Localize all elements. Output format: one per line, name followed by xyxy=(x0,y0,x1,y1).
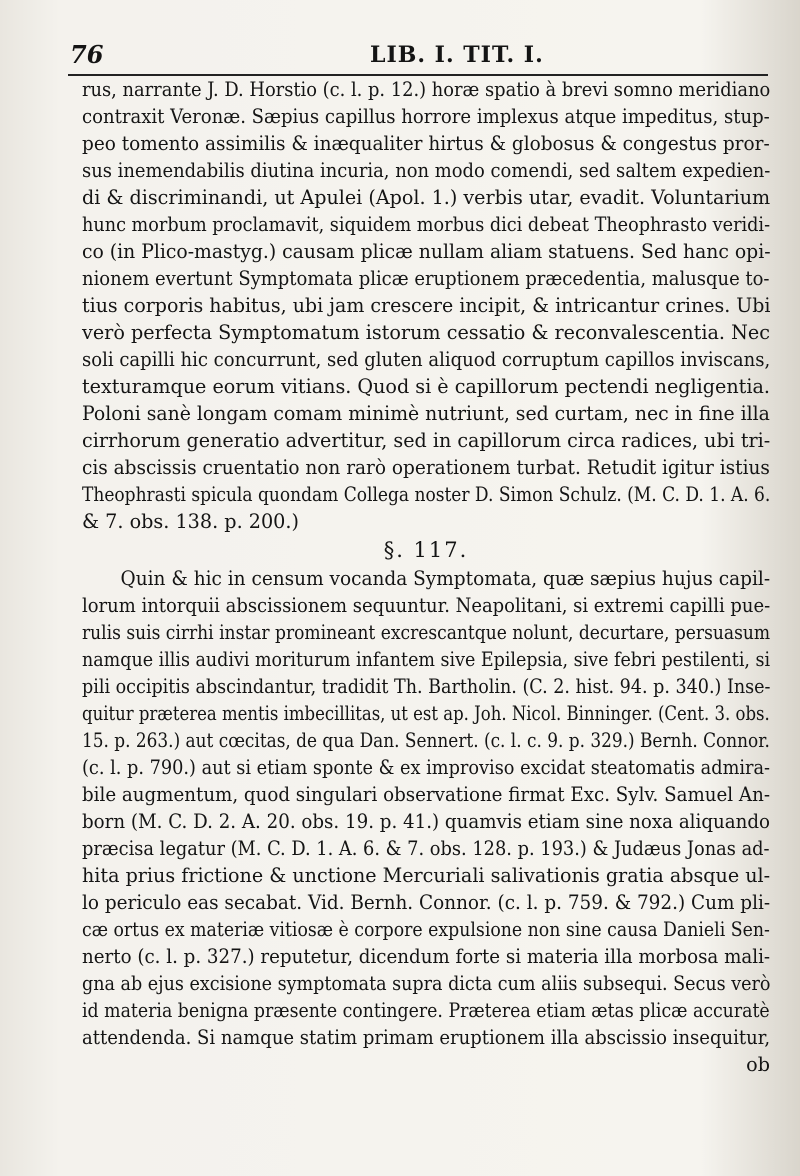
text-line: Theophrasti spicula quondam Collega noster D. Simon Schulz. (M. C. D. 1. A. 6. xyxy=(82,483,771,506)
text-line: sus inemendabilis diutina incuria, non modo comendi, sed saltem expedien- xyxy=(82,159,771,182)
text-line: peo tomento assimilis & inæqualiter hirtus & globosus & congestus pror- xyxy=(82,132,770,155)
text-line: Quin & hic in censum vocanda Symptomata, quæ sæpius hujus capil- xyxy=(120,567,771,590)
text-line: lorum intorquii abscissionem sequuntur. Neapolitani, si extremi capilli pue- xyxy=(82,594,771,617)
text-line: rulis suis cirrhi instar promineant excrescantque nolunt, decurtare, persuasum xyxy=(82,621,771,644)
text-line: cæ ortus ex materiæ vitiosæ è corpore expulsione non sine causa Danieli Sen- xyxy=(82,918,770,941)
text-line: contraxit Veronæ. Sæpius capillus horrore implexus atque impeditus, stup- xyxy=(82,105,770,128)
text-line: lo periculo eas secabat. Vid. Bernh. Connor. (c. l. p. 759. & 792.) Cum pli- xyxy=(82,891,771,914)
text-line: co (in Plico-mastyg.) causam plicæ nullam aliam statuens. Sed hanc opi- xyxy=(82,240,771,263)
text-line: nerto (c. l. p. 327.) reputetur, dicendum forte si materia illa morbosa mali- xyxy=(82,945,771,968)
running-head xyxy=(70,38,770,78)
text-line: 15. p. 263.) aut cœcitas, de qua Dan. Sennert. (c. l. c. 9. p. 329.) Bernh. Connor. xyxy=(82,729,770,752)
text-line: Poloni sanè longam comam minimè nutriunt, sed curtam, nec in fine illa xyxy=(82,402,770,425)
body-text xyxy=(82,76,770,1078)
text-line: attendenda. Si namque statim primam eruptionem illa abscissio insequitur, xyxy=(82,1026,771,1049)
text-line: pili occipitis abscindantur, tradidit Th. Bartholin. (C. 2. hist. 94. p. 340.) Inse- xyxy=(82,675,771,698)
text-line: verò perfecta Symptomatum istorum cessatio & reconvalescentia. Nec xyxy=(82,321,770,344)
text-line: nionem evertunt Symptomata plicæ eruptionem præcedentia, malusque to- xyxy=(82,267,770,290)
text-line: bile augmentum, quod singulari observatione firmat Exc. Sylv. Samuel An- xyxy=(82,783,770,806)
text-line: cirrhorum generatio advertitur, sed in capillorum circa radices, ubi tri- xyxy=(82,429,771,452)
text-line: (c. l. p. 790.) aut si etiam sponte & ex improviso excidat steatomatis admira- xyxy=(82,756,771,779)
page-number: 76 xyxy=(70,40,104,69)
text-line: tius corporis habitus, ubi jam crescere incipit, & intricantur crines. Ubi xyxy=(82,294,771,317)
text-line: rus, narrante J. D. Horstio (c. l. p. 12.) horæ spatio à brevi somno meridiano xyxy=(82,78,771,101)
text-line: gna ab ejus excisione symptomata supra dicta cum aliis subsequi. Secus verò xyxy=(82,972,771,995)
text-line: namque illis audivi moriturum infantem sive Epilepsia, sive febri pestilenti, si xyxy=(82,648,771,671)
text-line: quitur præterea mentis imbecillitas, ut est ap. Joh. Nicol. Binninger. (Cent. 3. obs. xyxy=(82,702,770,725)
text-line: præcisa legatur (M. C. D. 1. A. 6. & 7. obs. 128. p. 193.) & Judæus Jonas ad- xyxy=(82,837,770,860)
text-line: & 7. obs. 138. p. 200.) xyxy=(82,510,299,533)
text-line: texturamque eorum vitians. Quod si è capillorum pectendi negligentia. xyxy=(82,375,770,398)
text-line: hita prius frictione & unctione Mercuriali salivationis gratia absque ul- xyxy=(82,864,771,887)
text-line: id materia benigna præsente contingere. Præterea etiam ætas plicæ accuratè xyxy=(82,999,770,1022)
running-head-title: LIB. I. TIT. I. xyxy=(370,42,544,68)
text-line: cis abscissis cruentatio non rarò operationem turbat. Retudit igitur istius xyxy=(82,456,770,479)
text-line: di & discriminandi, ut Apulei (Apol. 1.) verbis utar, evadit. Voluntarium xyxy=(82,186,771,209)
text-line: soli capilli hic concurrunt, sed gluten aliquod corruptum capillos inviscans, xyxy=(82,348,771,371)
catchword: ob xyxy=(746,1053,770,1076)
text-line: hunc morbum proclamavit, siquidem morbus dici debeat Theophrasto veridi- xyxy=(82,213,771,236)
section-heading: §. 117. xyxy=(383,538,469,562)
text-line: born (M. C. D. 2. A. 20. obs. 19. p. 41.) quamvis etiam sine noxa aliquando xyxy=(82,810,771,833)
